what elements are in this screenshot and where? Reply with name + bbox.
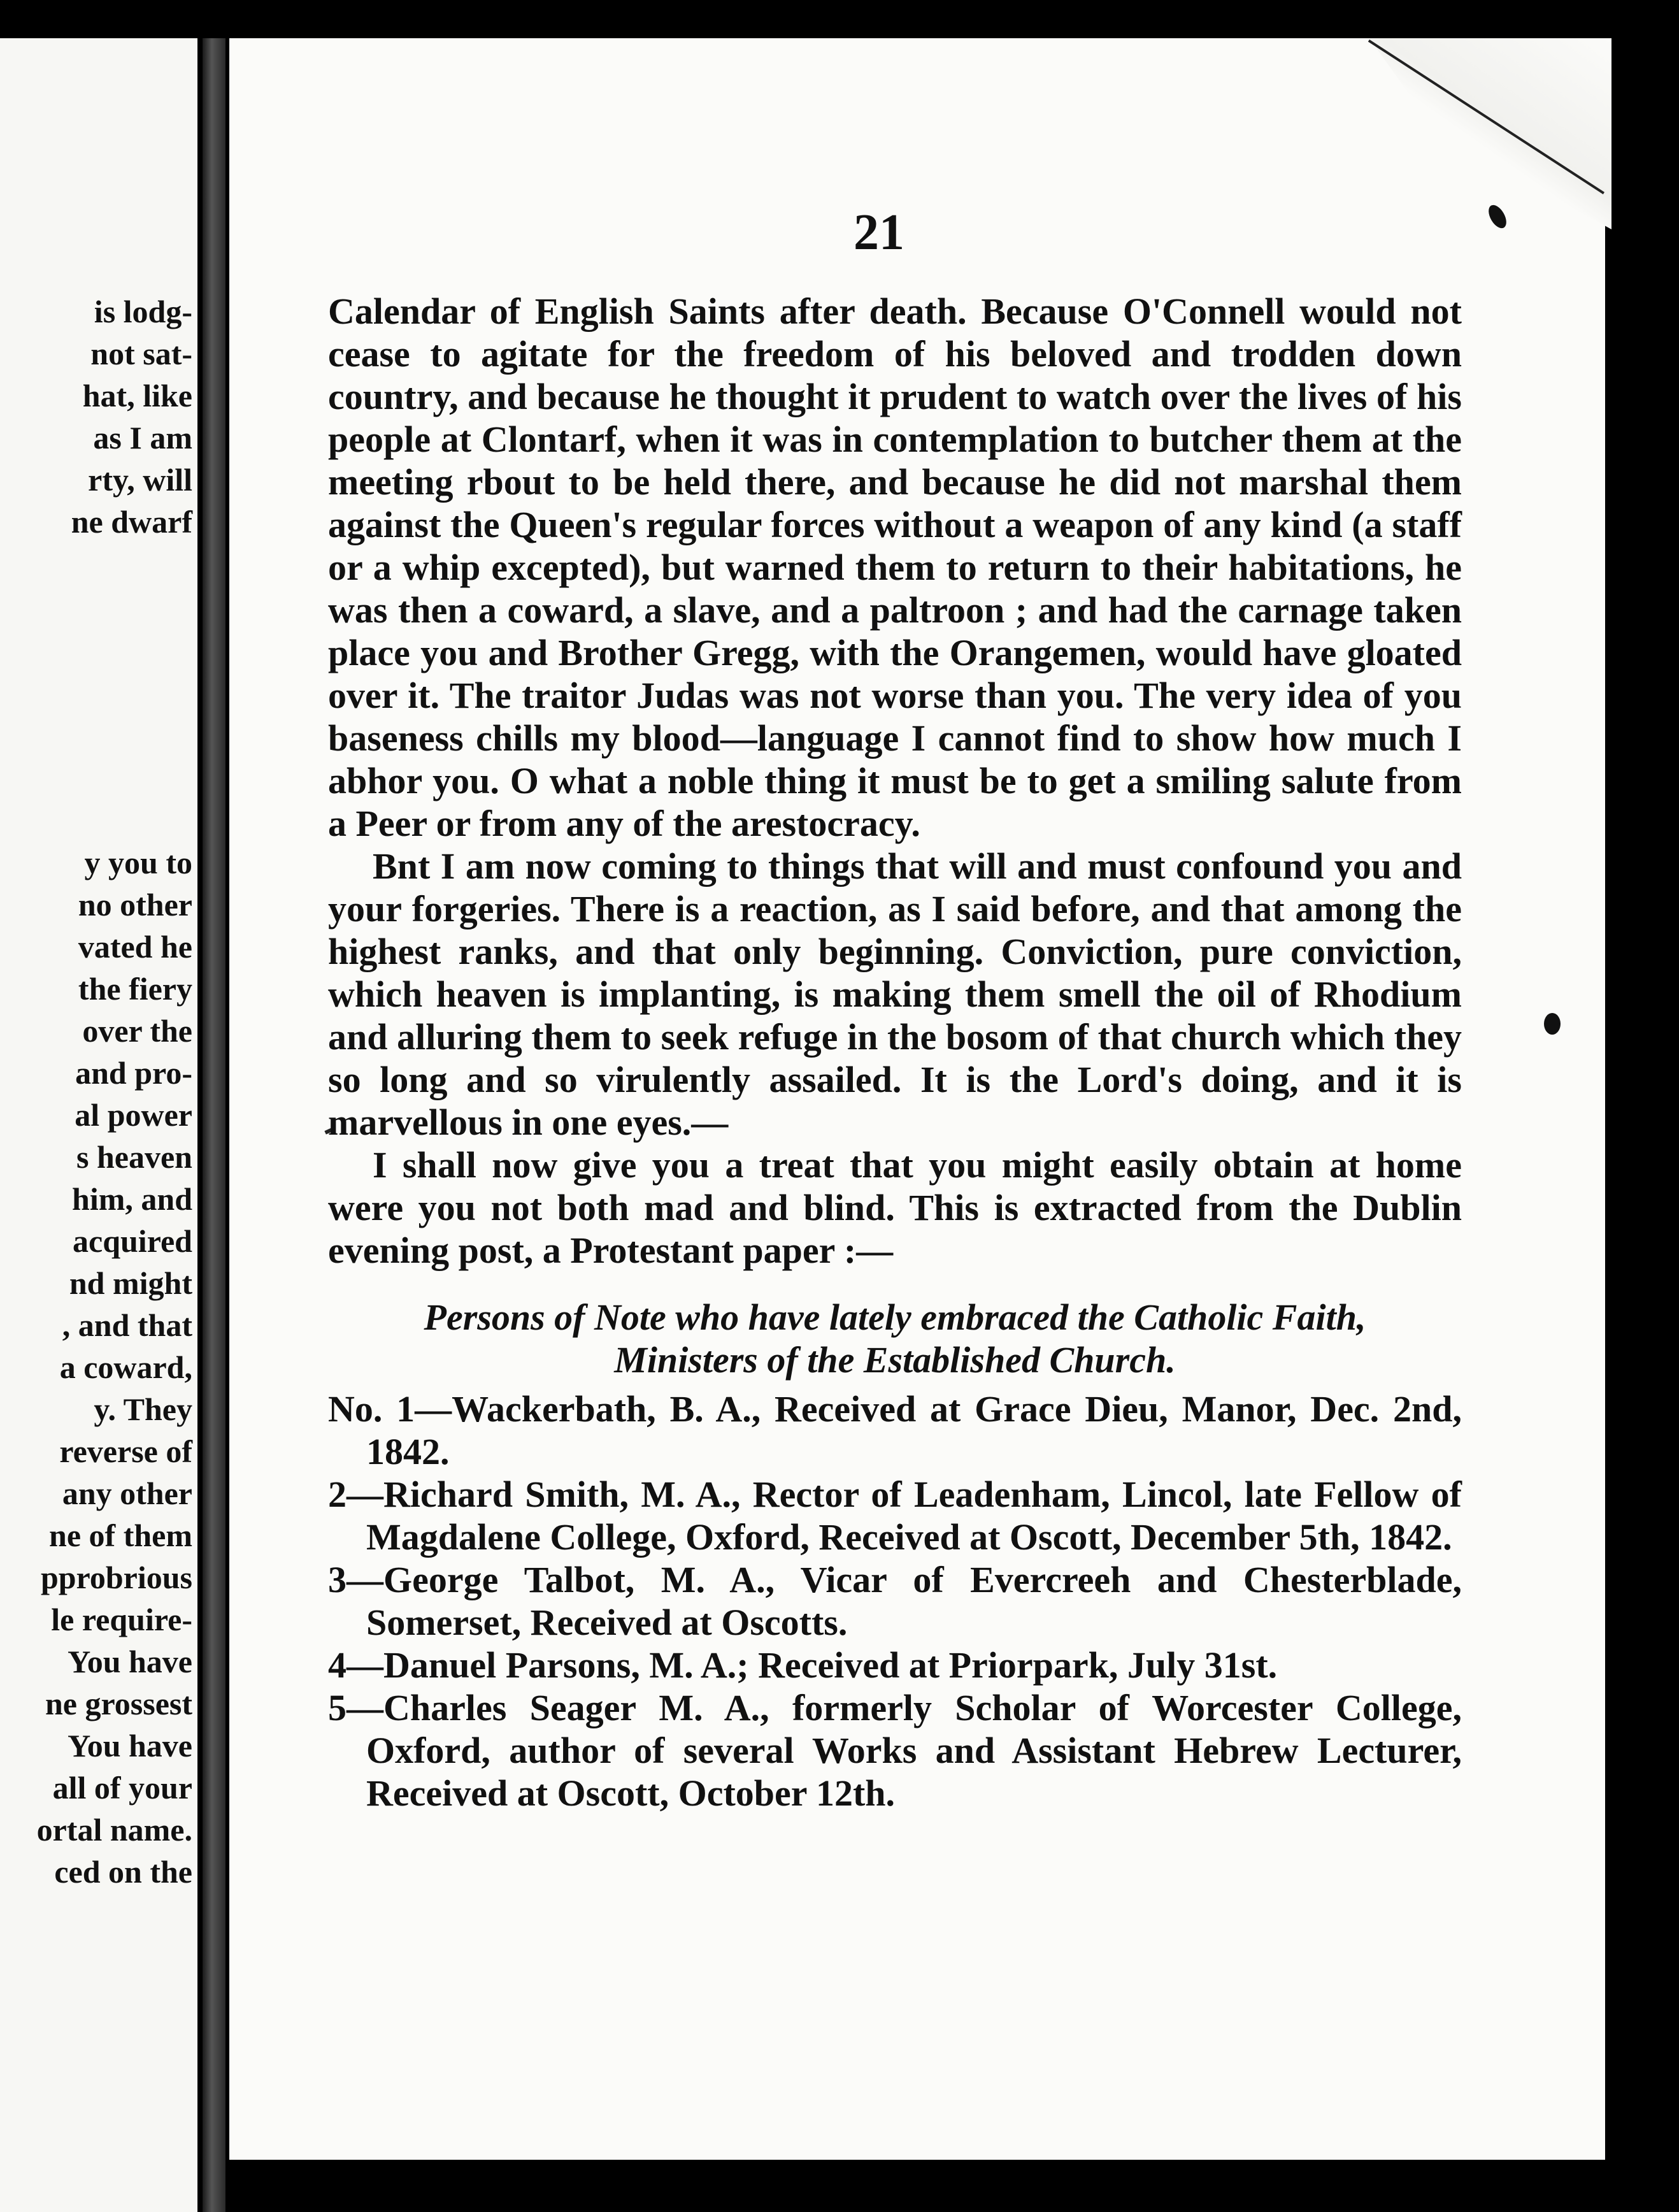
left-page-line: any other: [62, 1476, 192, 1511]
left-page-line: over the: [82, 1013, 192, 1049]
left-page-line: no other: [78, 887, 192, 923]
left-page-line: ne of them: [49, 1518, 192, 1553]
left-page-line: s heaven: [76, 1139, 192, 1175]
page-number: 21: [854, 205, 904, 261]
left-page-line: as I am: [93, 420, 192, 456]
left-page-line: rty, will: [88, 462, 192, 498]
left-page-line: You have: [68, 1644, 192, 1679]
left-page-line: y you to: [84, 845, 192, 880]
left-page-line: hat, like: [82, 378, 192, 413]
left-page-line: nd might: [69, 1265, 192, 1301]
list-item: No. 1—Wackerbath, B. A., Received at Grace Dieu, Manor, Dec. 2nd, 1842.: [328, 1388, 1462, 1472]
left-page-line: is lodg-: [94, 294, 192, 329]
list-item: 4—Danuel Parsons, M. A.; Received at Priorpark, July 31st.: [328, 1644, 1278, 1686]
section-heading-line: Ministers of the Established Church.: [614, 1339, 1176, 1381]
book-gutter: [203, 38, 225, 2212]
list-item: 5—Charles Seager M. A., formerly Scholar of Worcester College, Oxford, author of several Works and Assistant Hebrew Lecturer, Received at Oscott, October 12th.: [328, 1687, 1462, 1814]
left-page-line: a coward,: [59, 1349, 192, 1385]
left-page-line: al power: [75, 1097, 192, 1133]
ink-blot: [1544, 1013, 1561, 1035]
left-facing-page: [0, 38, 197, 2212]
left-page-line: not sat-: [90, 336, 192, 371]
left-page-line: le require-: [51, 1602, 192, 1637]
left-page-line: ne grossest: [45, 1686, 192, 1721]
left-page-line: acquired: [73, 1223, 192, 1259]
list-item: 2—Richard Smith, M. A., Rector of Leadenham, Lincol, late Fellow of Magdalene College, Oxford, Received at Oscott, December 5th, 1842.: [328, 1474, 1462, 1558]
left-page-line: vated he: [78, 929, 192, 965]
paragraph: Calendar of English Saints after death. Because O'Connell would not cease to agitate for the freedom of his beloved and trodden down country, and because he thought it prudent to watch over the lives of his people at Clontarf, when it was in contemplation to butcher them at the meeting rbout to be held there, and because he did not marshal them against the Queen's regular forces without a weapon of any kind (a staff or a whip excepted), but warned them to return to their habitations, he was then a coward, a slave, and a paltroon ; and had the carnage taken place you and Brother Gregg, with the Orangemen, would have gloated over it. The traitor Judas was not worse than you. The very idea of you baseness chills my blood—language I cannot find to show how much I abhor you. O what a noble thing it must be to get a smiling salute from a Peer or from any of the arestocracy.: [328, 291, 1462, 844]
page-body: [328, 290, 1462, 1814]
section-heading: [328, 1296, 1462, 1381]
left-page-line: the fiery: [78, 971, 192, 1007]
left-page-line: ced on the: [54, 1854, 192, 1890]
list-item: 3—George Talbot, M. A., Vicar of Evercreeh and Chesterblade, Somerset, Received at Oscotts.: [328, 1559, 1462, 1643]
left-page-line: , and that: [62, 1307, 192, 1343]
left-page-line: him, and: [72, 1181, 192, 1217]
left-page-line: ortal name.: [36, 1812, 192, 1848]
left-page-line: and pro-: [75, 1055, 192, 1091]
left-page-line: all of your: [52, 1770, 192, 1806]
left-page-line: y. They: [94, 1391, 192, 1427]
paragraph: I shall now give you a treat that you might easily obtain at home were you not both mad and blind. This is extracted from the Dublin evening post, a Protestant paper :—: [328, 1144, 1462, 1271]
left-page-line: ne dwarf: [71, 504, 192, 540]
left-page-line: reverse of: [59, 1433, 192, 1469]
left-page-line: pprobrious: [40, 1560, 192, 1595]
paragraph: Bnt I am now coming to things that will and must confound you and your forgeries. There is a reaction, as I said before, and that among the highest ranks, and that only beginning. Conviction, pure conviction, which heaven is implanting, is making them smell the oil of Rhodium and alluring them to seek refuge in the bosom of that church which they so long and so virulently assailed. It is the Lord's doing, and it is marvellous in one eyes.—: [328, 845, 1462, 1143]
left-page-line: You have: [68, 1728, 192, 1763]
section-heading-line: Persons of Note who have lately embraced the Catholic Faith,: [424, 1296, 1366, 1338]
